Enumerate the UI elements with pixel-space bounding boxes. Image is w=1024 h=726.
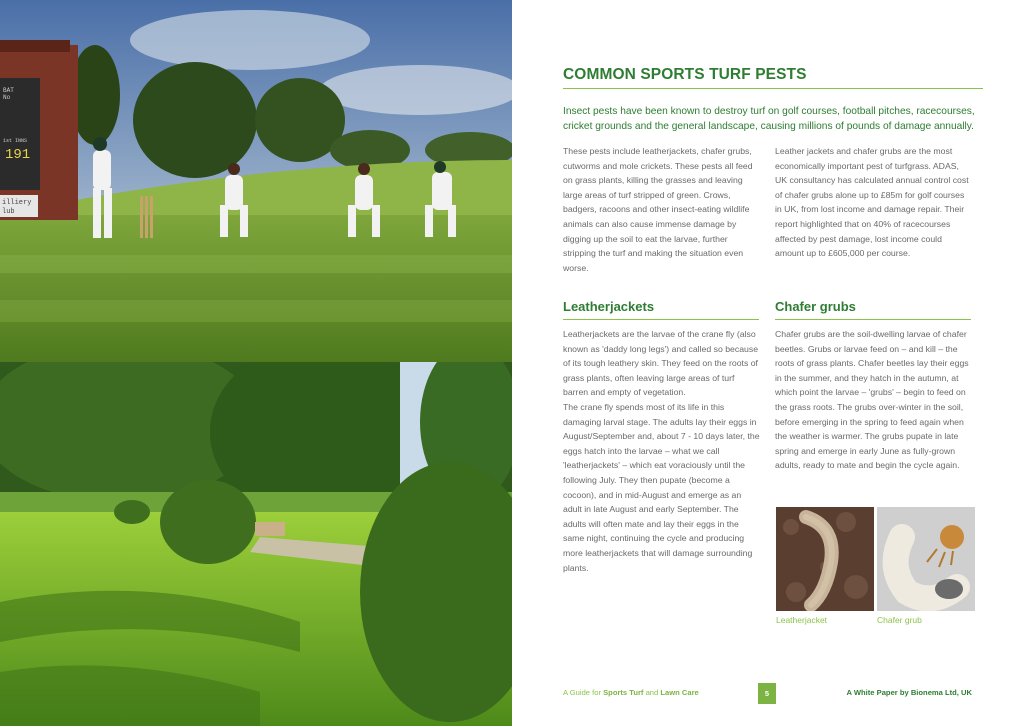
- overview-right-text: Leather jackets and chafer grubs are the most economically important pest of turfgrass. ADAS, UK consultancy has calculated annual control cost of chafer grubs alone up to £85m for golf courses in UK, from lost income and damage repair. Their report highlighted that on 40% of racecourses affected by pest damage, lost income could amount up to £605,000 per course.: [775, 146, 969, 259]
- overview-left: [563, 144, 761, 275]
- chafer-grub-image: [877, 507, 975, 611]
- footer-and: and: [643, 688, 661, 697]
- scoreboard-score: 191: [5, 147, 31, 163]
- chafer-caption: Chafer grub: [877, 615, 922, 625]
- leatherjackets-p1: Leatherjackets are the larvae of the crane fly (also known as 'daddy long legs') and called so because of its tough leathery skin. They feed on the roots of grass plants, often leaving large areas of turf barren and empty of vegetation.: [563, 329, 759, 398]
- chafer-rule: [775, 319, 971, 320]
- leatherjackets-p2: The crane fly spends most of its life in this damaging larval stage. The adults lay their eggs in August/September and, about 7 - 10 days later, the eggs hatch into the larvae – what we call 'leatherjackets' – which eat voraciously until the following July. They then pupate (become a cocoon), and in mid-August and emerge as an adult in late August and early September. The adults will often mate and lay their eggs in the same night, continuing the cycle and producing more leatherjackets that will damage surrounding plants.: [563, 401, 760, 573]
- scoreboard-innings-label: 1st INNS: [3, 138, 28, 144]
- overview-left-text: These pests include leatherjackets, chafer grubs, cutworms and mole crickets. These pests all feed on grass plants, killing the grasses and leaving large areas of turf stripped of green. Crows, badgers, racoons and other insect-eating wildlife animals can also cause immense damage by digging up the soil to eat the larvae, further stripping the turf and making the situation even worse.: [563, 146, 753, 273]
- scoreboard-club-line1: illiery: [2, 199, 32, 207]
- leatherjacket-image: [776, 507, 874, 611]
- intro-paragraph: Insect pests have been known to destroy turf on golf courses, football pitches, racecourses, cricket grounds and the general landscape, causing millions of pounds of damage annually.: [563, 106, 975, 132]
- page-title: COMMON SPORTS TURF PESTS: [563, 66, 807, 83]
- page-number: 5: [758, 683, 776, 704]
- scoreboard-club-line2: lub: [2, 208, 15, 216]
- footer-lawn-care: Lawn Care: [660, 688, 699, 697]
- garden-photo: [0, 362, 512, 726]
- text-page: [512, 0, 1024, 726]
- title-rule: [563, 88, 983, 89]
- chafer-section: [775, 327, 973, 473]
- leatherjackets-rule: [563, 319, 759, 320]
- footer-guide: [563, 688, 699, 697]
- leatherjacket-caption: Leatherjacket: [776, 615, 828, 625]
- scoreboard-bat-label: BAT: [3, 87, 14, 94]
- footer-publisher: A White Paper by Bionema Ltd, UK: [846, 688, 972, 697]
- footer-sports-turf: Sports Turf: [603, 688, 644, 697]
- chafer-p1: Chafer grubs are the soil-dwelling larvae of chafer beetles. Grubs or larvae feed on – and kill – the roots of grass plants. Chafer beetles lay their eggs in the summer, and they hatch in the autumn, at which point the larvae – 'grubs' – begin to feed on the grass roots. The grubs over-winter in the soil, before emerging in the spring to feed again when the weather is warmer. The grubs pupate in late spring and emerge in early June as fully-grown adults, ready to mate and begin the cycle again.: [775, 329, 969, 471]
- leatherjackets-section: [563, 327, 761, 575]
- cricket-photo: [0, 0, 512, 362]
- chafer-heading: Chafer grubs: [775, 299, 856, 314]
- leatherjackets-heading: Leatherjackets: [563, 299, 655, 314]
- footer-guide-prefix: A Guide for: [563, 688, 604, 697]
- overview-right: [775, 144, 973, 261]
- scoreboard-no-label: No: [3, 94, 11, 101]
